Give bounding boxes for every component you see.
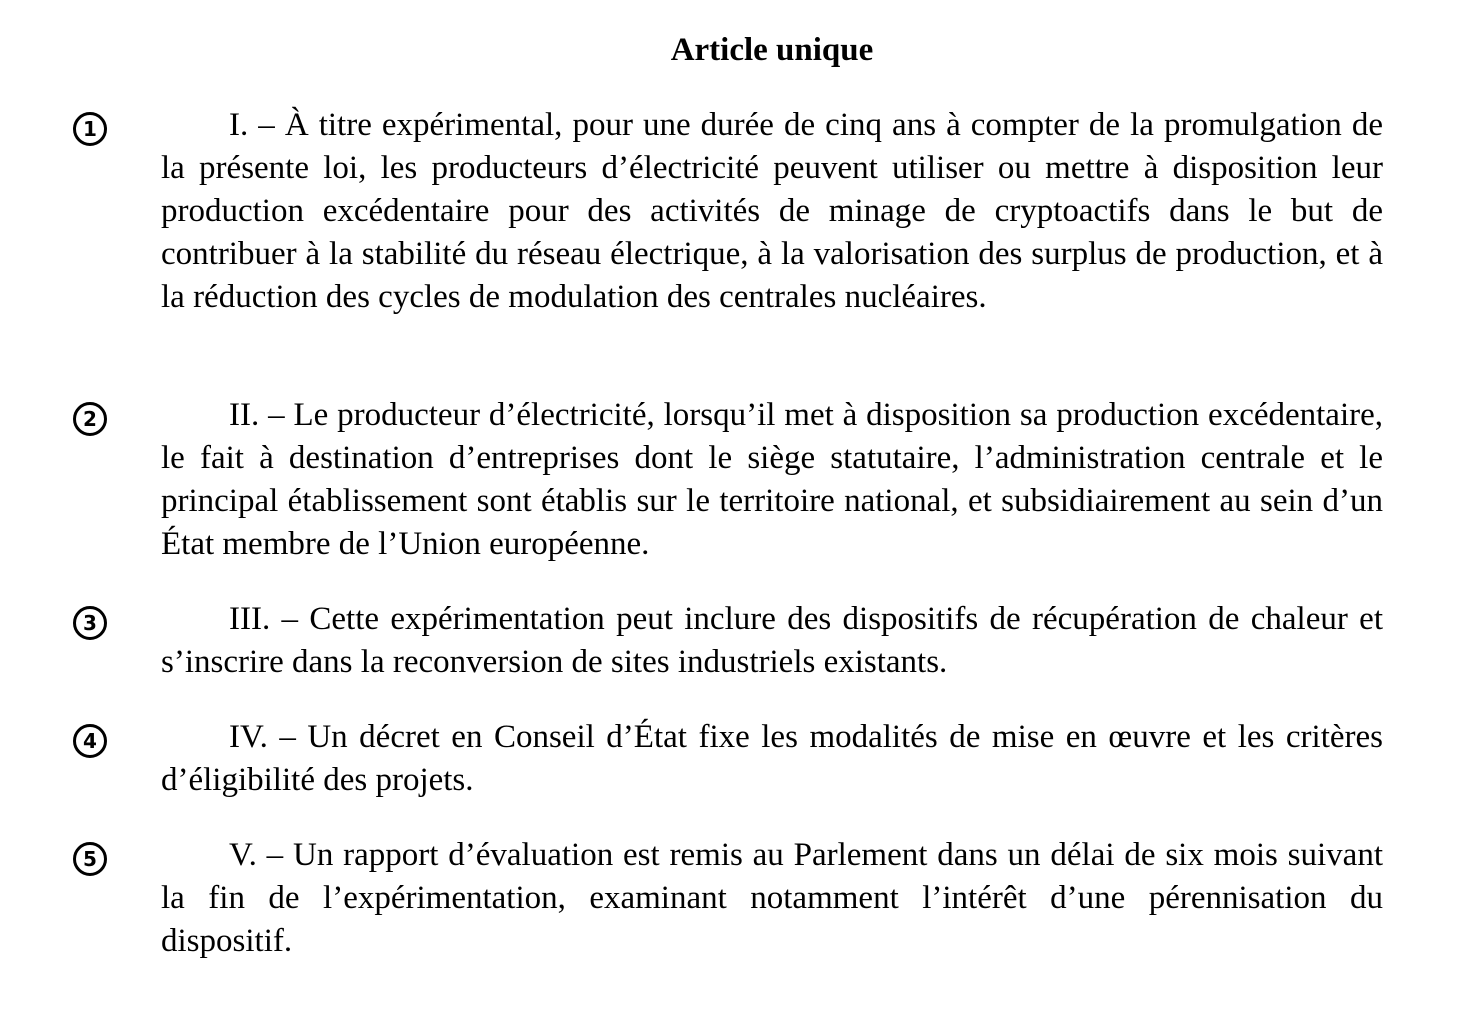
alinea-text: II. – Le producteur d’électricité, lorsqu’il met à disposition sa production excédentaire, le fait à destination d’entreprises dont le siège statutaire, l’administration centrale et le principal établissement sont établis sur le territoire national, et subsidiairement au sein d’un État membre de l’Union européenne. — [161, 397, 1383, 562]
alinea-number-marker: 4 — [73, 724, 107, 758]
article-title: Article unique — [670, 32, 874, 68]
alinea-number-marker: 3 — [73, 606, 107, 640]
alinea-text: III. – Cette expérimentation peut inclure des dispositifs de récupération de chaleur et s’inscrire dans la reconversion de sites industriels existants. — [161, 601, 1383, 680]
alinea-text: I. – À titre expérimental, pour une durée de cinq ans à compter de la promulgation de la présente loi, les producteurs d’électricité peuvent utiliser ou mettre à disposition leur production excédentaire pour des activités de minage de cryptoactifs dans le but de contribuer à la stabilité du réseau électrique, à la valorisation des surplus de production, et à la réduction des cycles de modulation des centrales nucléaires. — [161, 107, 1383, 315]
alinea-number-marker: 1 — [73, 112, 107, 146]
alinea-number-marker: 2 — [73, 402, 107, 436]
alinea-number-marker: 5 — [73, 842, 107, 876]
alinea-text: IV. – Un décret en Conseil d’État fixe les modalités de mise en œuvre et les critères d’éligibilité des projets. — [161, 719, 1383, 798]
alinea-text: V. – Un rapport d’évaluation est remis au Parlement dans un délai de six mois suivant la fin de l’expérimentation, examinant notamment l’intérêt d’une pérennisation du dispositif. — [161, 837, 1383, 959]
